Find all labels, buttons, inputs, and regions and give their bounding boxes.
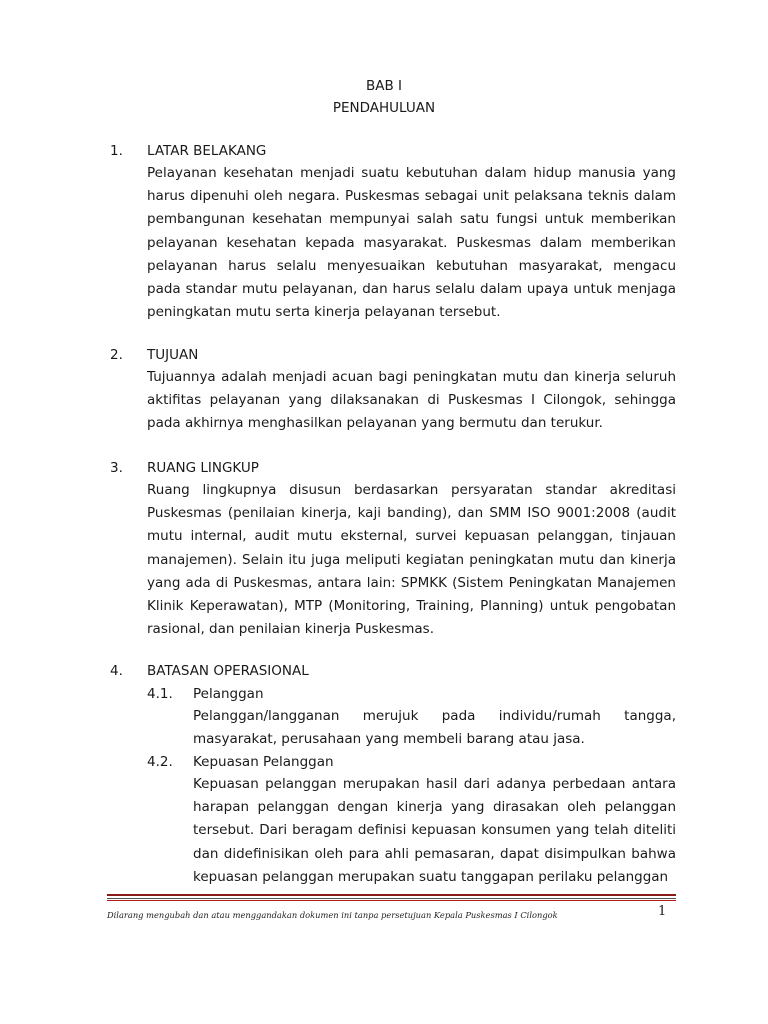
subsection-4-2-number: 4.2. [147, 754, 173, 770]
section-1-text: Pelayanan kesehatan menjadi suatu kebutuhan dalam hidup manusia yang harus dipenuhi oleh negara. Puskesmas sebagai unit pelaksana teknis dalam pembangunan kesehatan mempunyai salah satu fungsi untuk memberikan pelayanan kesehatan kepada masyarakat. Puskesmas dalam memberikan pelayanan harus selalu menyesuaikan kebutuhan masyarakat, mengacu pada standar mutu pelayanan, dan harus selalu dalam upaya untuk menjaga peningkatan mutu serta kinerja pelayanan tersebut. [147, 165, 676, 321]
subsection-4-2-text: Kepuasan pelanggan merupakan hasil dari adanya perbedaan antara harapan pelanggan dengan kinerja yang dirasakan oleh pelanggan tersebut. Dari beragam definisi kepuasan konsumen yang telah diteliti dan didefinisikan oleh para ahli pemasaran, dapat disimpulkan bahwa kepuasan pelanggan merupakan suatu tanggapan perilaku pelanggan [193, 776, 676, 885]
footer-rule-top [107, 894, 676, 896]
subsection-4-1-number: 4.1. [147, 686, 173, 702]
subsection-4-1-text: Pelanggan/langganan merujuk pada individu/rumah tangga, masyarakat, perusahaan yang membeli barang atau jasa. [193, 708, 676, 748]
section-1-number: 1. [110, 143, 123, 159]
footer-rule-bottom [107, 900, 676, 901]
footer-disclaimer: Dilarang mengubah dan atau menggandakan dokumen ini tanpa persetujuan Kepala Puskesmas I Cilongok [107, 910, 558, 920]
section-1-heading: LATAR BELAKANG [147, 143, 267, 159]
section-3-text: Ruang lingkupnya disusun berdasarkan persyaratan standar akreditasi Puskesmas (penilaian kinerja, kaji banding), dan SMM ISO 9001:2008 (audit mutu internal, audit mutu eksternal, survei kepuasan pelanggan, tinjauan manajemen). Selain itu juga meliputi kegiatan peningkatan mutu dan kinerja yang ada di Puskesmas, antara lain: SPMKK (Sistem Peningkatan Manajemen Klinik Keperawatan), MTP (Monitoring, Training, Planning) untuk pengobatan rasional, dan penilaian kinerja Puskesmas. [147, 482, 676, 638]
subsection-4-1-heading: Pelanggan [193, 686, 264, 702]
section-3-heading: RUANG LINGKUP [147, 460, 259, 476]
section-2-text: Tujuannya adalah menjadi acuan bagi peningkatan mutu dan kinerja seluruh aktifitas pelayanan yang dilaksanakan di Puskesmas I Cilongok, sehingga pada akhirnya menghasilkan pelayanan yang bermutu dan terukur. [147, 369, 676, 432]
chapter-title: PENDAHULUAN [332, 100, 436, 116]
footer-rule-middle [107, 898, 676, 899]
section-3-number: 3. [110, 460, 123, 476]
chapter-number: BAB I [365, 78, 403, 94]
section-2-number: 2. [110, 347, 123, 363]
section-4-number: 4. [110, 663, 123, 679]
page-number: 1 [658, 904, 667, 919]
subsection-4-2-heading: Kepuasan Pelanggan [193, 754, 334, 770]
section-4-heading: BATASAN OPERASIONAL [147, 663, 309, 679]
section-2-heading: TUJUAN [147, 347, 199, 363]
